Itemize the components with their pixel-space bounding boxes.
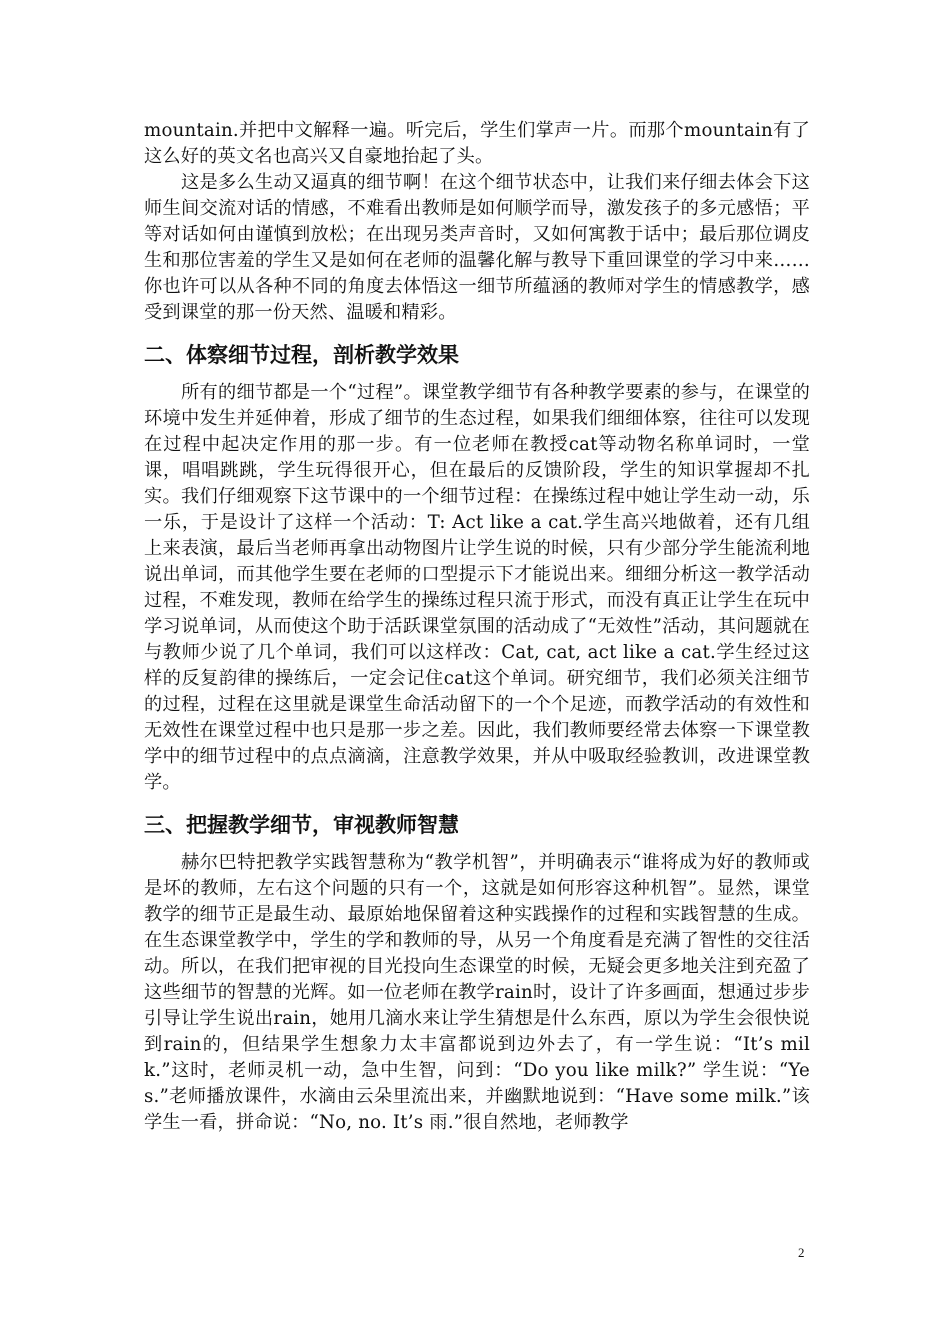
section-heading-2: 二、体察细节过程，剖析教学效果: [144, 343, 459, 367]
paragraph-mountain-ending: mountain.并把中文解释一遍。听完后，学生们掌声一片。而那个mountain有了这么好的英文名也高兴又自豪地抬起了头。: [144, 120, 810, 167]
paragraph-detail-reflection: 这是多么生动又逼真的细节啊！在这个细节状态中，让我们来仔细去体会下这师生间交流对话的情感，不难看出教师是如何顺学而导，激发孩子的多元感悟；平等对话如何由谨慎到放松；在出现另类声音时，又如何寓教于话中；最后那位调皮生和那位害羞的学生又是如何在老师的温馨化解与教导下重回课堂的学习中来……你也许可以从各种不同的角度去体悟这一细节所蕴涵的教师对学生的情感教学，感受到课堂的那一份天然、温暖和精彩。: [144, 172, 810, 323]
document-page: [144, 118, 810, 1136]
section-heading-3: 三、把握教学细节，审视教师智慧: [144, 813, 459, 837]
paragraph-process-analysis: 所有的细节都是一个“过程”。课堂教学细节有各种教学要素的参与，在课堂的环境中发生并延伸着，形成了细节的生态过程，如果我们细细体察，往往可以发现在过程中起决定作用的那一步。有一位老师在教授cat等动物名称单词时，一堂课，唱唱跳跳，学生玩得很开心，但在最后的反馈阶段，学生的知识掌握却不扎实。我们仔细观察下这节课中的一个细节过程：在操练过程中她让学生动一动，乐一乐，于是设计了这样一个活动：T: Act like a cat.学生高兴地做着，还有几组上来表演，最后当老师再拿出动物图片让学生说的时候，只有少部分学生能流利地说出单词，而其他学生要在老师的口型提示下才能说出来。细细分析这一教学活动过程，不难发现，教师在给学生的操练过程只流于形式，而没有真正让学生在玩中学习说单词，从而使这个助于活跃课堂氛围的活动成了“无效性”活动，其问题就在与教师少说了几个单词，我们可以这样改：Cat, cat, act like a cat.学生经过这样的反复韵律的操练后，一定会记住cat这个单词。研究细节，我们必须关注细节的过程，过程在这里就是课堂生命活动留下的一个个足迹，而教学活动的有效性和无效性在课堂过程中也只是那一步之差。因此，我们教师要经常去体察一下课堂教学中的细节过程中的点点滴滴，注意教学效果，并从中吸取经验教训，改进课堂教学。: [144, 382, 810, 793]
paragraph-teacher-wisdom: 赫尔巴特把教学实践智慧称为“教学机智”，并明确表示“谁将成为好的教师或是坏的教师，左右这个问题的只有一个，这就是如何形容这种机智”。显然，课堂教学的细节正是最生动、最原始地保留着这种实践操作的过程和实践智慧的生成。在生态课堂教学中，学生的学和教师的导，从另一个角度看是充满了智性的交往活动。所以，在我们把审视的目光投向生态课堂的时候，无疑会更多地关注到充盈了这些细节的智慧的光辉。如一位老师在教学rain时，设计了许多画面，想通过步步引导让学生说出rain，她用几滴水来让学生猜想是什么东西，原以为学生会很快说到rain的，但结果学生想象力太丰富都说到边外去了，有一学生说：“It’s milk.”这时，老师灵机一动，急中生智，问到：“Do you like milk?” 学生说：“Yes.”老师播放课件，水滴由云朵里流出来，并幽默地说到：“Have some milk.”该学生一看，拼命说：“No, no. It’s 雨.”很自然地，老师教学: [144, 852, 810, 1133]
page-number: 2: [798, 1245, 805, 1260]
